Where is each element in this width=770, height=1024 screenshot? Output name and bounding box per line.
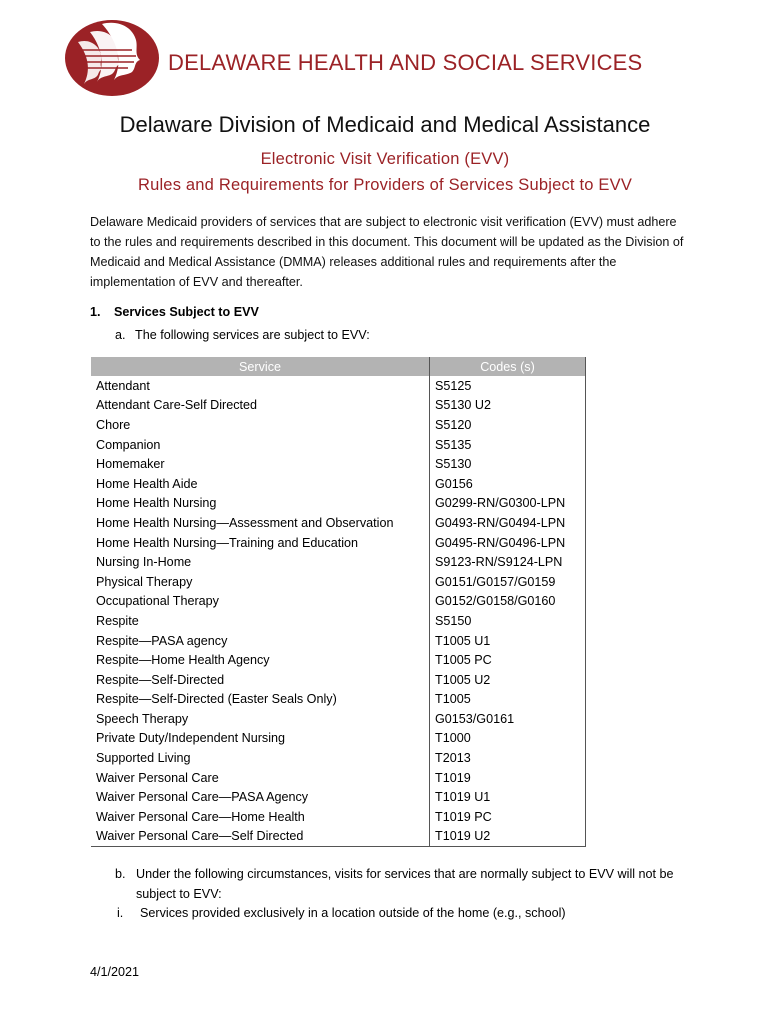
intro-paragraph: Delaware Medicaid providers of services that are subject to electronic visit verification (EVV) must adhere to the rules and requirements described in this document. This document will be updated as the Division of Medicaid and Medical Assistance (DMMA) releases additional rules and requirements after the implementation of EVV and thereafter. (90, 215, 684, 289)
table-row (91, 650, 586, 670)
table-row (91, 435, 586, 455)
service-code-cell: S5130 U2 (430, 396, 586, 416)
table-header-service: Service (91, 357, 430, 376)
table-row (91, 748, 586, 768)
table-row (91, 729, 586, 749)
table-row (91, 454, 586, 474)
table-row (91, 611, 586, 631)
table-row (91, 690, 586, 710)
document-subtitle-rules: Rules and Requirements for Providers of Services Subject to EVV (137, 176, 633, 194)
table-row (91, 709, 586, 729)
service-name-cell: Speech Therapy (91, 709, 430, 729)
section-1b-i-item (117, 906, 566, 920)
service-code-cell: G0299-RN/G0300-LPN (430, 494, 586, 514)
table-row (91, 494, 586, 514)
section-1-number: 1. (90, 305, 101, 319)
service-name-cell: Occupational Therapy (91, 592, 430, 612)
service-name-cell: Respite (91, 611, 430, 631)
service-name-cell: Waiver Personal Care—Home Health (91, 807, 430, 827)
section-1b-i-text: Services provided exclusively in a location outside of the home (e.g., school) (140, 906, 566, 920)
service-name-cell: Waiver Personal Care—PASA Agency (91, 787, 430, 807)
service-name-cell: Physical Therapy (91, 572, 430, 592)
service-name-cell: Attendant (91, 376, 430, 396)
service-name-cell: Respite—Self-Directed (Easter Seals Only) (91, 690, 430, 710)
services-table (91, 357, 586, 847)
service-code-cell: T1005 (430, 690, 586, 710)
section-1b-item (115, 864, 675, 904)
service-name-cell: Waiver Personal Care (91, 768, 430, 788)
service-name-cell: Home Health Nursing (91, 494, 430, 514)
table-row (91, 396, 586, 416)
section-1a-item (115, 328, 370, 342)
table-row (91, 807, 586, 827)
service-code-cell: T1005 U2 (430, 670, 586, 690)
service-code-cell: T1005 U1 (430, 631, 586, 651)
table-row (91, 415, 586, 435)
service-name-cell: Home Health Nursing—Assessment and Observation (91, 513, 430, 533)
table-header-codes: Codes (s) (430, 357, 586, 376)
service-code-cell: S5125 (430, 376, 586, 396)
section-1b-letter: b. (115, 867, 126, 881)
service-name-cell: Companion (91, 435, 430, 455)
table-row (91, 631, 586, 651)
service-code-cell: G0152/G0158/G0160 (430, 592, 586, 612)
service-name-cell: Supported Living (91, 748, 430, 768)
service-name-cell: Private Duty/Independent Nursing (91, 729, 430, 749)
service-name-cell: Nursing In-Home (91, 552, 430, 572)
table-row (91, 376, 586, 396)
footer-date: 4/1/2021 (90, 965, 140, 979)
section-1b-i-numeral: i. (117, 906, 124, 920)
org-title: DELAWARE HEALTH AND SOCIAL SERVICES (168, 50, 643, 75)
table-row (91, 572, 586, 592)
table-row (91, 768, 586, 788)
service-name-cell: Homemaker (91, 454, 430, 474)
service-code-cell: G0493-RN/G0494-LPN (430, 513, 586, 533)
service-code-cell: S5150 (430, 611, 586, 631)
section-1a-letter: a. (115, 328, 126, 342)
section-1a-text: The following services are subject to EVV: (135, 328, 370, 342)
table-row (91, 787, 586, 807)
section-1-heading (90, 305, 259, 319)
service-code-cell: S9123-RN/S9124-LPN (430, 552, 586, 572)
service-code-cell: T1019 PC (430, 807, 586, 827)
table-row (91, 513, 586, 533)
service-code-cell: S5120 (430, 415, 586, 435)
service-code-cell: G0151/G0157/G0159 (430, 572, 586, 592)
service-code-cell: T2013 (430, 748, 586, 768)
service-name-cell: Attendant Care-Self Directed (91, 396, 430, 416)
service-name-cell: Waiver Personal Care—Self Directed (91, 827, 430, 847)
service-name-cell: Home Health Nursing—Training and Education (91, 533, 430, 553)
document-title: Delaware Division of Medicaid and Medical Assistance (119, 112, 651, 137)
table-row (91, 533, 586, 553)
dhss-faces-logo-icon (62, 14, 162, 98)
service-name-cell: Respite—Self-Directed (91, 670, 430, 690)
service-code-cell: T1000 (430, 729, 586, 749)
table-row (91, 474, 586, 494)
table-row (91, 670, 586, 690)
service-name-cell: Home Health Aide (91, 474, 430, 494)
services-table-body (91, 376, 586, 847)
table-row (91, 552, 586, 572)
section-1b-text: Under the following circumstances, visits for services that are normally subject to EVV will not be subject to EVV: (136, 867, 674, 901)
table-row (91, 592, 586, 612)
service-code-cell: G0153/G0161 (430, 709, 586, 729)
table-row (91, 827, 586, 847)
service-code-cell: G0495-RN/G0496-LPN (430, 533, 586, 553)
service-name-cell: Respite—PASA agency (91, 631, 430, 651)
service-code-cell: T1005 PC (430, 650, 586, 670)
service-code-cell: T1019 U1 (430, 787, 586, 807)
service-code-cell: T1019 U2 (430, 827, 586, 847)
service-code-cell: T1019 (430, 768, 586, 788)
service-code-cell: S5130 (430, 454, 586, 474)
service-code-cell: G0156 (430, 474, 586, 494)
service-name-cell: Chore (91, 415, 430, 435)
service-name-cell: Respite—Home Health Agency (91, 650, 430, 670)
service-code-cell: S5135 (430, 435, 586, 455)
section-1-title: Services Subject to EVV (114, 305, 259, 319)
document-subtitle-evv: Electronic Visit Verification (EVV) (260, 150, 510, 168)
table-header-row (91, 357, 586, 376)
